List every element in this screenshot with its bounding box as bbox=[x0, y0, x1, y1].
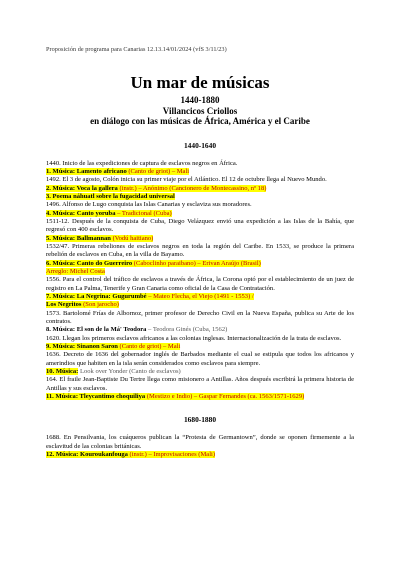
music-detail: (Son jarocho) bbox=[81, 301, 119, 309]
music-entry bbox=[46, 343, 354, 351]
music-entry bbox=[46, 293, 354, 301]
history-entry: 1556. Para el control del tráfico de esclavos a través de África, la Corona optó por el establecimiento de un juez de registro en La Palma, Tenerife y Gran Canaria como oficial de la Casa de Contratación. bbox=[46, 276, 354, 292]
music-title: 10. Música: bbox=[46, 368, 79, 376]
proposal-line: Proposición de programa para Canarias 12.13.14/01/2024 (vfS 3/11/23) bbox=[46, 46, 227, 53]
history-entry: 1511-12. Después de la conquista de Cuba, Diego Velázquez envió una expedición a las Islas de la Bahía, que regresó con 400 esclavos. bbox=[46, 217, 354, 234]
section-2-entries bbox=[46, 434, 354, 459]
history-entry: 1496. Alfonso de Lugo conquista las Islas Canarias y esclaviza sus moradores. bbox=[46, 201, 252, 209]
document-years: 1440-1880 bbox=[180, 95, 220, 105]
music-title: Los Negritos bbox=[46, 301, 82, 309]
history-entry: 164. El fraile Jean-Baptiste Du Tertre llega como misionero a Antillas. Años después escribirá la primera historia de Antillas y sus esclavos. bbox=[46, 376, 354, 392]
history-entry: 1440. Inicio de las expediciones de captura de esclavos negros en África. bbox=[46, 159, 238, 167]
music-detail: – Mateo Flecha, el Viejo (1491 - 1553) / bbox=[146, 293, 254, 300]
arrangement-credit: Arreglo: Michel Costa bbox=[46, 267, 105, 275]
document-subtitle-2: en diálogo con las músicas de África, América y el Caribe bbox=[90, 116, 310, 126]
music-entry bbox=[46, 185, 354, 193]
music-entry bbox=[46, 368, 354, 376]
music-title: 4. Música: Canto yoruba bbox=[46, 209, 116, 217]
history-entry: 1636. Decreto de 1636 del gobernador inglés de Barbados mediante el cual se estipula que todos los africanos y amerindios que habiten en la isla serán considerados como esclavos para siempre. bbox=[46, 351, 354, 367]
music-title: 8. Música: El son de la Má' Teodora bbox=[46, 326, 147, 334]
music-detail: (instr.) – Improvisaciones (Mali) bbox=[127, 451, 216, 459]
music-title: 7. Música: La Negrina: Gugurumbé bbox=[46, 293, 147, 300]
music-detail: – Teodora Ginés (Cuba, 1562) bbox=[146, 326, 228, 334]
music-title: 1. Música: Lamento africano bbox=[46, 167, 127, 175]
poem-title: 3. Poema náhuatl sobre la fugacidad universal bbox=[46, 192, 175, 200]
music-detail: Look over Yonder (Canto de esclavos) bbox=[78, 368, 181, 376]
music-detail: (Vodú haitiano) bbox=[110, 234, 154, 242]
music-title: 9. Música: Sinanon Saron bbox=[46, 343, 118, 351]
history-entry: 1532/47. Primeras rebeliones de esclavos negros en toda la región del Caribe. En 1533, se produce la primera rebelión de esclavos en Cuba, en la villa de Bayamo. bbox=[46, 242, 354, 259]
music-title: 6. Música: Canto do Guerreiro bbox=[46, 259, 133, 267]
music-title: 2. Música: Voca la gallera bbox=[46, 184, 118, 192]
music-detail: (Mestizo e Indio) – Gaspar Fernandes (ca. 1563/1571-1629) bbox=[145, 393, 305, 401]
music-entry bbox=[46, 301, 354, 309]
history-entry: 1573. Bartolomé Frías de Albornoz, primer profesor de Derecho Civil en la Nueva España, publica su Arte de los contratos. bbox=[46, 309, 354, 326]
document-subtitle-1: Villancicos Criollos bbox=[162, 105, 238, 116]
music-title: 11. Música: Tleycantimo choquiliya bbox=[46, 393, 146, 401]
music-detail: (Canto de griot) – Mali bbox=[117, 343, 181, 351]
history-entry: 1492. El 3 de agosto, Colón inicia su primer viaje por el Atlántico. El 12 de octubre llega al Nuevo Mundo. bbox=[46, 176, 327, 184]
music-detail: (Caboclinho paraibano) – Erivan Araújo (Brasil) bbox=[132, 259, 261, 267]
music-detail: – Tradicional (Cuba) bbox=[115, 209, 172, 217]
music-detail: (Canto de griot) – Mali bbox=[126, 167, 190, 175]
music-entry bbox=[46, 393, 354, 401]
music-entry bbox=[46, 210, 354, 218]
music-entry bbox=[46, 326, 354, 334]
history-entry: 1688. En Pensilvania, los cuáqueros publican la “Protesta de Germantown”, donde se oponen firmemente a la esclavitud de las colonias británicas. bbox=[46, 434, 354, 450]
music-entry bbox=[46, 451, 354, 459]
history-entry: 1620. Llegan los primeros esclavos africanos a las colonias inglesas. Internacionalización de la trata de esclavos. bbox=[46, 334, 342, 342]
music-detail: (instr.) – Anónimo (Cancionero de Montecassino, nº 18) bbox=[117, 184, 267, 192]
music-entry bbox=[46, 260, 354, 268]
music-entry bbox=[46, 235, 354, 243]
music-entry bbox=[46, 168, 354, 176]
document-title: Un mar de músicas bbox=[130, 73, 270, 92]
section-1-entries bbox=[46, 160, 354, 402]
music-title: 12. Música: Kouroukanfouga bbox=[46, 451, 128, 459]
section-heading-1440-1640: 1440-1640 bbox=[183, 140, 217, 150]
poem-entry bbox=[46, 193, 354, 201]
section-heading-1680-1880: 1680-1880 bbox=[183, 415, 217, 425]
music-title: 5. Música: Ballmannan bbox=[46, 234, 111, 242]
